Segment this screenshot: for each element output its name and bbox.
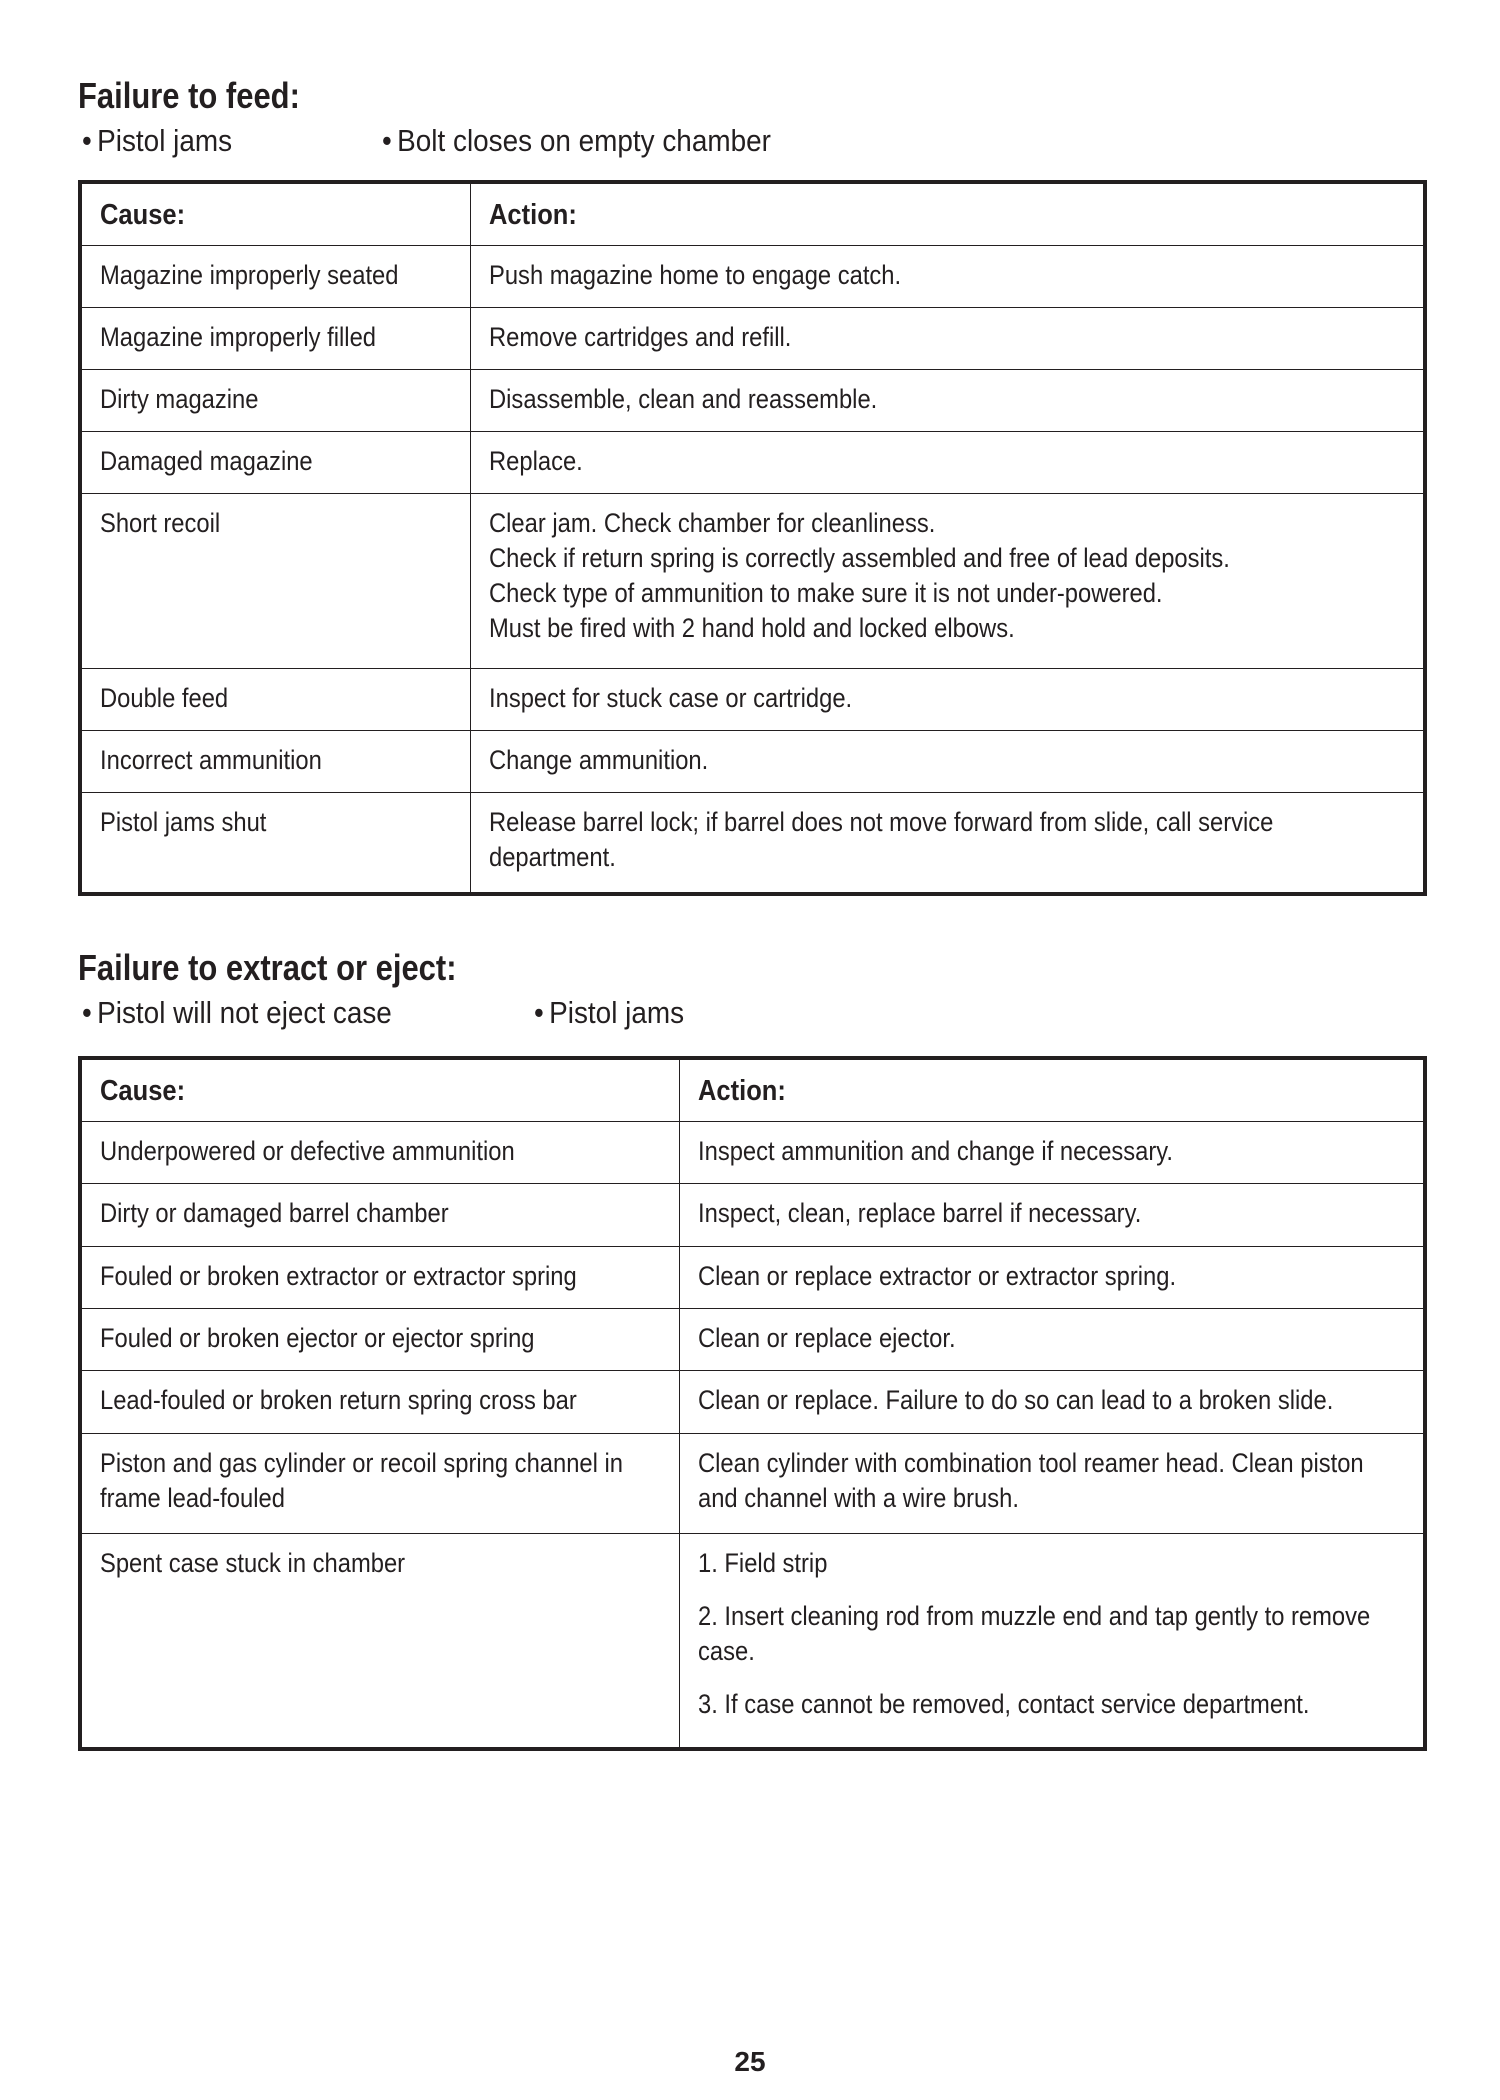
action-cell xyxy=(470,432,1425,494)
action-line: Push magazine home to engage catch. xyxy=(488,260,901,290)
action-cell xyxy=(470,370,1425,432)
table-header-row xyxy=(80,182,1425,246)
table-row xyxy=(80,1122,1425,1184)
cause-cell: Incorrect ammunition xyxy=(80,731,470,793)
cause-cell: Pistol jams shut xyxy=(80,793,470,894)
cause-cell: Fouled or broken extractor or extractor spring xyxy=(80,1246,679,1308)
action-line: Inspect for stuck case or cartridge. xyxy=(488,683,852,713)
action-cell xyxy=(679,1533,1425,1749)
table-row xyxy=(80,1371,1425,1433)
cause-cell: Fouled or broken ejector or ejector spring xyxy=(80,1309,679,1371)
action-line: Inspect, clean, replace barrel if necessary. xyxy=(697,1198,1141,1229)
action-cell xyxy=(470,731,1425,793)
action-line: Clean or replace. Failure to do so can lead to a broken slide. xyxy=(697,1385,1333,1416)
action-column-header: Action: xyxy=(679,1058,1425,1122)
action-cell xyxy=(679,1184,1425,1246)
table-header-row xyxy=(80,1058,1425,1122)
action-cell xyxy=(470,669,1425,731)
cause-cell: Dirty or damaged barrel chamber xyxy=(80,1184,679,1246)
page-number: 25 xyxy=(734,2046,766,2077)
table-row xyxy=(80,432,1425,494)
cause-cell: Spent case stuck in chamber xyxy=(80,1533,679,1749)
cause-cell: Dirty magazine xyxy=(80,370,470,432)
action-line: Clean or replace ejector. xyxy=(697,1323,956,1354)
table-row xyxy=(80,1309,1425,1371)
action-line: Release barrel lock; if barrel does not move forward from slide, call service department. xyxy=(488,807,1273,873)
action-line: Check if return spring is correctly assembled and free of lead deposits. xyxy=(488,543,1230,574)
section-heading-failure-to-feed: Failure to feed: xyxy=(78,75,300,116)
table-row xyxy=(80,494,1425,669)
symptom-item: • Pistol jams xyxy=(82,123,233,158)
cause-cell: Lead-fouled or broken return spring cross bar xyxy=(80,1371,679,1433)
table-row xyxy=(80,1533,1425,1749)
section-heading-failure-to-extract: Failure to extract or eject: xyxy=(78,947,457,988)
cause-cell: Magazine improperly filled xyxy=(80,308,470,370)
action-column-header: Action: xyxy=(470,182,1425,246)
action-line: Inspect ammunition and change if necessary. xyxy=(697,1136,1173,1166)
action-line: Change ammunition. xyxy=(488,745,708,776)
action-line: Disassemble, clean and reassemble. xyxy=(488,384,877,415)
symptom-item: • Pistol will not eject case xyxy=(82,995,392,1030)
cause-cell: Magazine improperly seated xyxy=(80,246,470,308)
action-line: Clean cylinder with combination tool reamer head. Clean piston and channel with a wire brush. xyxy=(697,1447,1364,1513)
action-line: Check type of ammunition to make sure it is not under-powered. xyxy=(488,578,1163,609)
cause-column-header: Cause: xyxy=(80,182,470,246)
symptom-item: • Pistol jams xyxy=(534,995,685,1030)
action-cell xyxy=(470,246,1425,308)
action-cell xyxy=(679,1309,1425,1371)
table-row xyxy=(80,308,1425,370)
symptom-item: • Bolt closes on empty chamber xyxy=(382,123,771,158)
cause-cell: Short recoil xyxy=(80,494,470,669)
action-cell xyxy=(679,1246,1425,1308)
action-line: Clear jam. Check chamber for cleanliness. xyxy=(488,508,935,539)
action-line: Replace. xyxy=(488,446,583,477)
action-cell xyxy=(679,1433,1425,1533)
action-step: 3. If case cannot be removed, contact service department. xyxy=(697,1688,1309,1719)
action-cell xyxy=(679,1371,1425,1433)
table-row xyxy=(80,1184,1425,1246)
action-line: Remove cartridges and refill. xyxy=(488,322,791,353)
action-cell xyxy=(470,793,1425,894)
cause-cell: Underpowered or defective ammunition xyxy=(80,1122,679,1184)
table-row xyxy=(80,731,1425,793)
action-cell xyxy=(470,494,1425,669)
action-step: 1. Field strip xyxy=(697,1547,827,1578)
action-line: Must be fired with 2 hand hold and locked elbows. xyxy=(488,613,1015,644)
troubleshooting-table-extract xyxy=(78,1056,1427,1751)
table-row xyxy=(80,370,1425,432)
table-row xyxy=(80,669,1425,731)
table-row xyxy=(80,793,1425,894)
action-cell xyxy=(679,1122,1425,1184)
table-row xyxy=(80,1246,1425,1308)
action-line: Clean or replace extractor or extractor spring. xyxy=(697,1260,1176,1291)
cause-cell: Double feed xyxy=(80,669,470,731)
table-row xyxy=(80,1433,1425,1533)
cause-column-header: Cause: xyxy=(80,1058,679,1122)
cause-cell: Piston and gas cylinder or recoil spring channel in frame lead-fouled xyxy=(80,1433,679,1533)
action-cell xyxy=(470,308,1425,370)
cause-cell: Damaged magazine xyxy=(80,432,470,494)
troubleshooting-table-feed xyxy=(78,180,1427,896)
action-step: 2. Insert cleaning rod from muzzle end and tap gently to remove case. xyxy=(697,1600,1370,1666)
table-row xyxy=(80,246,1425,308)
